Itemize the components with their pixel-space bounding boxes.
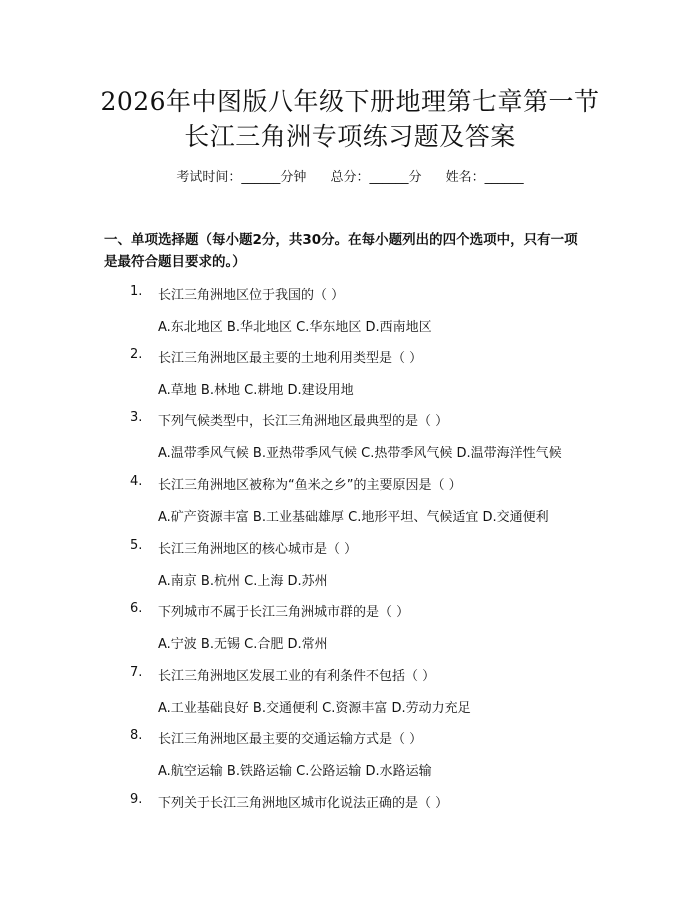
section-heading-line1: 一、单项选择题（每小题2分，共30分。在每小题列出的四个选项中，只有一项 [104, 232, 578, 248]
question-stem: 下列气候类型中，长江三角洲地区最典型的是（ ） [158, 414, 449, 429]
question-options: A.南京 B.杭州 C.上海 D.苏州 [158, 574, 328, 589]
question-stem: 长江三角洲地区最主要的交通运输方式是（ ） [158, 732, 423, 747]
total-score-field: 总分：______分 [330, 170, 422, 185]
question-options: A.工业基础良好 B.交通便利 C.资源丰富 D.劳动力充足 [158, 701, 471, 716]
page-title-line2: 长江三角洲专项练习题及答案 [184, 122, 516, 151]
question-number: 3. [130, 410, 143, 425]
question-stem: 下列城市不属于长江三角洲城市群的是（ ） [158, 605, 410, 620]
question-options: A.航空运输 B.铁路运输 C.公路运输 D.水路运输 [158, 764, 432, 779]
question-number: 6. [130, 601, 143, 616]
question-number: 4. [130, 474, 143, 489]
question-number: 7. [130, 665, 143, 680]
question-stem: 长江三角洲地区发展工业的有利条件不包括（ ） [158, 669, 436, 684]
question-number: 5. [130, 538, 143, 553]
question-stem: 长江三角洲地区位于我国的（ ） [158, 288, 345, 303]
question-options: A.矿产资源丰富 B.工业基础雄厚 C.地形平坦、气候适宜 D.交通便利 [158, 510, 549, 525]
student-name-field: 姓名：______ [445, 170, 524, 185]
question-options: A.东北地区 B.华北地区 C.华东地区 D.西南地区 [158, 320, 432, 335]
section-heading-line2: 是最符合题目要求的。） [104, 254, 246, 270]
question-stem: 下列关于长江三角洲地区城市化说法正确的是（ ） [158, 796, 449, 811]
question-stem: 长江三角洲地区最主要的土地利用类型是（ ） [158, 351, 423, 366]
question-stem: 长江三角洲地区的核心城市是（ ） [158, 542, 358, 557]
question-number: 1. [130, 284, 143, 299]
section-heading [104, 229, 604, 273]
question-number: 8. [130, 728, 143, 743]
question-options: A.宁波 B.无锡 C.合肥 D.常州 [158, 637, 328, 652]
question-number: 9. [130, 792, 143, 807]
question-number: 2. [130, 347, 143, 362]
exam-time-field: 考试时间：______分钟 [176, 170, 307, 185]
question-stem: 长江三角洲地区被称为“鱼米之乡”的主要原因是（ ） [158, 478, 462, 493]
page-title-line1: 2026年中图版八年级下册地理第七章第一节 [100, 87, 600, 116]
exam-meta [0, 168, 700, 188]
question-options: A.温带季风气候 B.亚热带季风气候 C.热带季风气候 D.温带海洋性气候 [158, 446, 562, 461]
question-options: A.草地 B.林地 C.耕地 D.建设用地 [158, 383, 354, 398]
